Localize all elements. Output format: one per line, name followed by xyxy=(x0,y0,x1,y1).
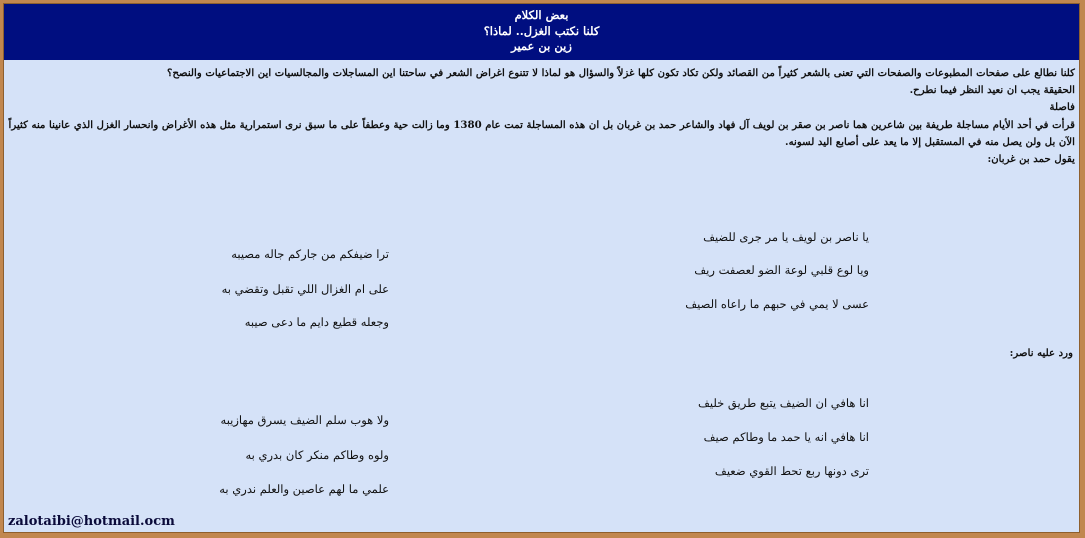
author-email: zalotaibi@hotmail.ocm xyxy=(8,514,175,529)
intro-paragraph-reconsider: الحقيقة يجب ان نعيد النظر فيما نطرح. xyxy=(909,84,1075,97)
intro-paragraph-story: قرأت في أحد الأيام مساجلة طريفة بين شاعرين هما ناصر بن صقر بن لويف آل فهاد والشاعر حمد بن غربان بل ان هذه المساجلة تمت عام 1380 وما زالت حية وعطفاً على ما سبق نرى استمرارية مثل هذه الأغراض وانحسار الغزل الذي عانينا منه كثيراً الآن بل ولن يصل منه في المستقبل إلا ما يعد على أصابع اليد لسونه. xyxy=(8,118,1075,148)
poem2-verse2-left: ولوه وطاكم منكر كان بدري به xyxy=(245,448,389,462)
poem2-verse2-right: انا هافي انه يا حمد ما وطاكم صيف xyxy=(703,430,869,444)
poem1-verse1-left: ترا ضيفكم من جاركم جاله مصيبه xyxy=(231,247,389,261)
poem1-verse2-left: على ام الغزال اللي تقبل وتقضي به xyxy=(221,282,389,296)
intro-separator-label: فاصلة xyxy=(1049,101,1075,114)
author-name: زين بن عمير xyxy=(511,39,572,53)
poem1-verse2-right: ويا لوع قلبي لوعة الضو لعصفت ريف xyxy=(694,263,869,277)
article-title: كلنا نكتب الغزل.. لماذا؟ xyxy=(483,23,600,38)
poem2-verse1-right: انا هافي ان الضيف يتبع طريق خليف xyxy=(697,396,869,410)
article-intro xyxy=(8,65,1075,168)
poem1-verse3-right: عسى لا يمي في حبهم ما راعاه الصيف xyxy=(685,297,869,311)
poem2-verse3-left: علمي ما لهم عاصين والعلم ندري به xyxy=(219,482,389,496)
poem2-verse3-right: ترى دونها ربع تحط القوي ضعيف xyxy=(714,464,869,478)
article-header xyxy=(4,4,1079,60)
intro-paragraph-question: كلنا نطالع على صفحات المطبوعات والصفحات التي تعنى بالشعر كثيراً من القصائد ولكن تكاد تكون كلها غزلاً والسؤال هو لماذا لا تتنوع اغراض الشعر في ساحتنا اين المساجلات والمجالسيات اين الاجتماعيات والنصح؟ xyxy=(167,67,1075,79)
reply-label: ورد عليه ناصر: xyxy=(1009,347,1073,359)
article-frame xyxy=(3,3,1080,533)
poem1-verse1-right: يا ناصر بن لويف يا مر جرى للضيف xyxy=(703,230,869,244)
intro-poet-label: يقول حمد بن غربان: xyxy=(987,153,1075,166)
poem1-verse3-left: وجعله قطيع دايم ما دعى صيبه xyxy=(244,315,389,329)
poem2-verse1-left: ولا هوب سلم الضيف يسرق مهازيبه xyxy=(220,413,389,427)
section-title: بعض الكلام xyxy=(514,8,569,22)
